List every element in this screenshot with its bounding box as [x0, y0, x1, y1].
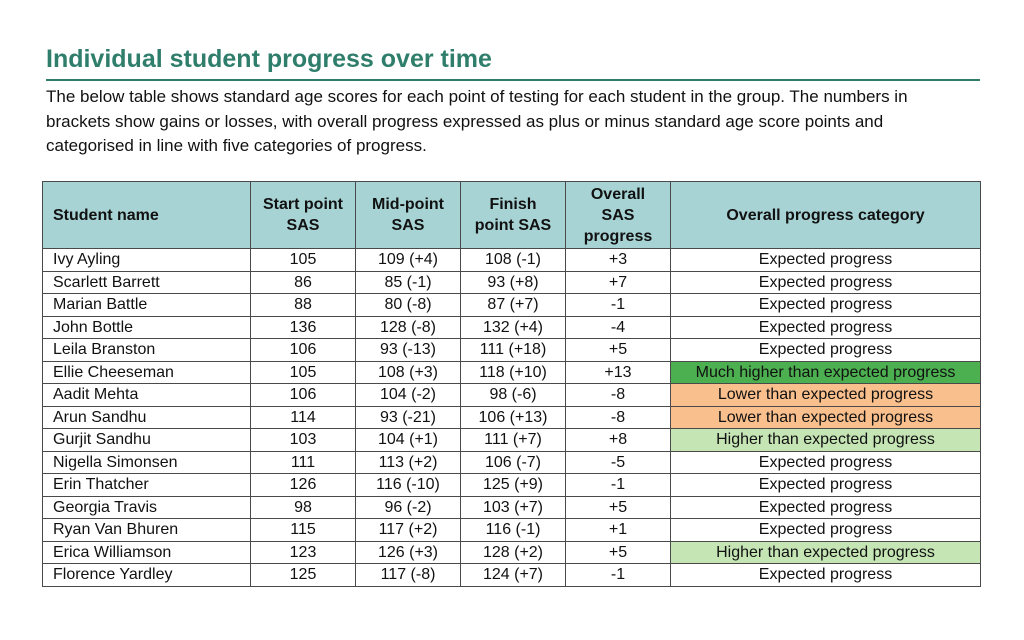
finish-sas-cell: 116 (-1) [461, 519, 566, 542]
progress-category-cell: Expected progress [671, 564, 981, 587]
title-divider [46, 79, 980, 81]
progress-category-cell: Much higher than expected progress [671, 361, 981, 384]
student-name-cell: Erica Williamson [43, 541, 251, 564]
mid-sas-cell: 108 (+3) [356, 361, 461, 384]
mid-sas-cell: 113 (+2) [356, 451, 461, 474]
start-sas-cell: 136 [251, 316, 356, 339]
progress-category-cell: Lower than expected progress [671, 384, 981, 407]
table-row [43, 361, 981, 384]
overall-progress-cell: -4 [566, 316, 671, 339]
table-row [43, 406, 981, 429]
overall-progress-cell: +13 [566, 361, 671, 384]
start-sas-cell: 114 [251, 406, 356, 429]
finish-sas-cell: 111 (+18) [461, 339, 566, 362]
col-header-overall-line-3: progress [583, 227, 653, 245]
overall-progress-cell: +8 [566, 429, 671, 452]
student-name-cell: Georgia Travis [43, 496, 251, 519]
finish-sas-cell: 87 (+7) [461, 294, 566, 317]
col-header-overall-sas-progress [566, 182, 671, 249]
table-row [43, 384, 981, 407]
progress-category-cell: Higher than expected progress [671, 541, 981, 564]
table-row [43, 496, 981, 519]
progress-category-cell: Expected progress [671, 496, 981, 519]
table-row [43, 429, 981, 452]
table-body [43, 249, 981, 587]
overall-progress-cell: -5 [566, 451, 671, 474]
mid-sas-cell: 104 (+1) [356, 429, 461, 452]
table-row [43, 474, 981, 497]
mid-sas-cell: 93 (-13) [356, 339, 461, 362]
student-progress-table [42, 181, 981, 587]
finish-sas-cell: 106 (-7) [461, 451, 566, 474]
mid-sas-cell: 104 (-2) [356, 384, 461, 407]
student-name-cell: Gurjit Sandhu [43, 429, 251, 452]
progress-category-cell: Expected progress [671, 474, 981, 497]
overall-progress-cell: +5 [566, 339, 671, 362]
progress-category-cell: Expected progress [671, 519, 981, 542]
progress-category-cell: Expected progress [671, 271, 981, 294]
mid-sas-cell: 96 (-2) [356, 496, 461, 519]
mid-sas-cell: 80 (-8) [356, 294, 461, 317]
overall-progress-cell: +5 [566, 541, 671, 564]
progress-category-cell: Expected progress [671, 249, 981, 272]
start-sas-cell: 125 [251, 564, 356, 587]
mid-sas-cell: 93 (-21) [356, 406, 461, 429]
col-header-category-label: Overall progress category [726, 206, 925, 224]
student-name-cell: Nigella Simonsen [43, 451, 251, 474]
col-header-mid-line-1: Mid-point [372, 196, 444, 213]
start-sas-cell: 88 [251, 294, 356, 317]
page-title: Individual student progress over time [46, 45, 492, 73]
table-row [43, 339, 981, 362]
start-sas-cell: 105 [251, 249, 356, 272]
start-sas-cell: 106 [251, 339, 356, 362]
start-sas-cell: 103 [251, 429, 356, 452]
progress-category-cell: Lower than expected progress [671, 406, 981, 429]
table-row [43, 294, 981, 317]
student-name-cell: Florence Yardley [43, 564, 251, 587]
intro-paragraph: The below table shows standard age scores for each point of testing for each student in the group. The numbers in brackets show gains or losses, with overall progress expressed as plus or minus standard age score points and categorised in line with five categories of progress. [46, 87, 908, 155]
col-header-overall-line-1: Overall [590, 185, 646, 203]
col-header-start-line-2: SAS [286, 217, 320, 234]
table-header-row [43, 182, 981, 249]
table-row [43, 271, 981, 294]
col-header-start-point [251, 182, 356, 249]
student-name-cell: John Bottle [43, 316, 251, 339]
finish-sas-cell: 128 (+2) [461, 541, 566, 564]
finish-sas-cell: 124 (+7) [461, 564, 566, 587]
finish-sas-cell: 103 (+7) [461, 496, 566, 519]
col-header-student-name [43, 182, 251, 249]
student-name-cell: Aadit Mehta [43, 384, 251, 407]
col-header-progress-category [671, 182, 981, 249]
overall-progress-cell: +5 [566, 496, 671, 519]
mid-sas-cell: 128 (-8) [356, 316, 461, 339]
finish-sas-cell: 125 (+9) [461, 474, 566, 497]
table-row [43, 249, 981, 272]
start-sas-cell: 115 [251, 519, 356, 542]
start-sas-cell: 98 [251, 496, 356, 519]
start-sas-cell: 105 [251, 361, 356, 384]
col-header-finish-point [461, 182, 566, 249]
col-header-finish-line-1: Finish [489, 196, 537, 213]
student-name-cell: Arun Sandhu [43, 406, 251, 429]
col-header-student-name-label: Student name [53, 206, 159, 224]
start-sas-cell: 126 [251, 474, 356, 497]
table-row [43, 519, 981, 542]
overall-progress-cell: -1 [566, 294, 671, 317]
progress-category-cell: Expected progress [671, 451, 981, 474]
finish-sas-cell: 106 (+13) [461, 406, 566, 429]
start-sas-cell: 123 [251, 541, 356, 564]
progress-category-cell: Expected progress [671, 316, 981, 339]
student-name-cell: Erin Thatcher [43, 474, 251, 497]
col-header-mid-point [356, 182, 461, 249]
col-header-finish-line-2: point SAS [474, 217, 552, 234]
finish-sas-cell: 132 (+4) [461, 316, 566, 339]
table-row [43, 541, 981, 564]
mid-sas-cell: 85 (-1) [356, 271, 461, 294]
overall-progress-cell: +1 [566, 519, 671, 542]
start-sas-cell: 86 [251, 271, 356, 294]
mid-sas-cell: 116 (-10) [356, 474, 461, 497]
mid-sas-cell: 126 (+3) [356, 541, 461, 564]
start-sas-cell: 111 [251, 451, 356, 474]
overall-progress-cell: -8 [566, 406, 671, 429]
overall-progress-cell: +3 [566, 249, 671, 272]
mid-sas-cell: 117 (+2) [356, 519, 461, 542]
finish-sas-cell: 111 (+7) [461, 429, 566, 452]
col-header-mid-line-2: SAS [391, 217, 425, 234]
progress-category-cell: Expected progress [671, 339, 981, 362]
student-name-cell: Scarlett Barrett [43, 271, 251, 294]
col-header-start-line-1: Start point [263, 196, 343, 213]
finish-sas-cell: 98 (-6) [461, 384, 566, 407]
student-name-cell: Ryan Van Bhuren [43, 519, 251, 542]
table-row [43, 564, 981, 587]
mid-sas-cell: 117 (-8) [356, 564, 461, 587]
progress-category-cell: Expected progress [671, 294, 981, 317]
overall-progress-cell: -1 [566, 474, 671, 497]
student-name-cell: Marian Battle [43, 294, 251, 317]
overall-progress-cell: +7 [566, 271, 671, 294]
col-header-overall-line-2: SAS [601, 206, 635, 224]
finish-sas-cell: 108 (-1) [461, 249, 566, 272]
finish-sas-cell: 118 (+10) [461, 361, 566, 384]
mid-sas-cell: 109 (+4) [356, 249, 461, 272]
student-name-cell: Ivy Ayling [43, 249, 251, 272]
student-name-cell: Ellie Cheeseman [43, 361, 251, 384]
overall-progress-cell: -1 [566, 564, 671, 587]
start-sas-cell: 106 [251, 384, 356, 407]
table-row [43, 316, 981, 339]
student-name-cell: Leila Branston [43, 339, 251, 362]
finish-sas-cell: 93 (+8) [461, 271, 566, 294]
progress-category-cell: Higher than expected progress [671, 429, 981, 452]
table-row [43, 451, 981, 474]
overall-progress-cell: -8 [566, 384, 671, 407]
